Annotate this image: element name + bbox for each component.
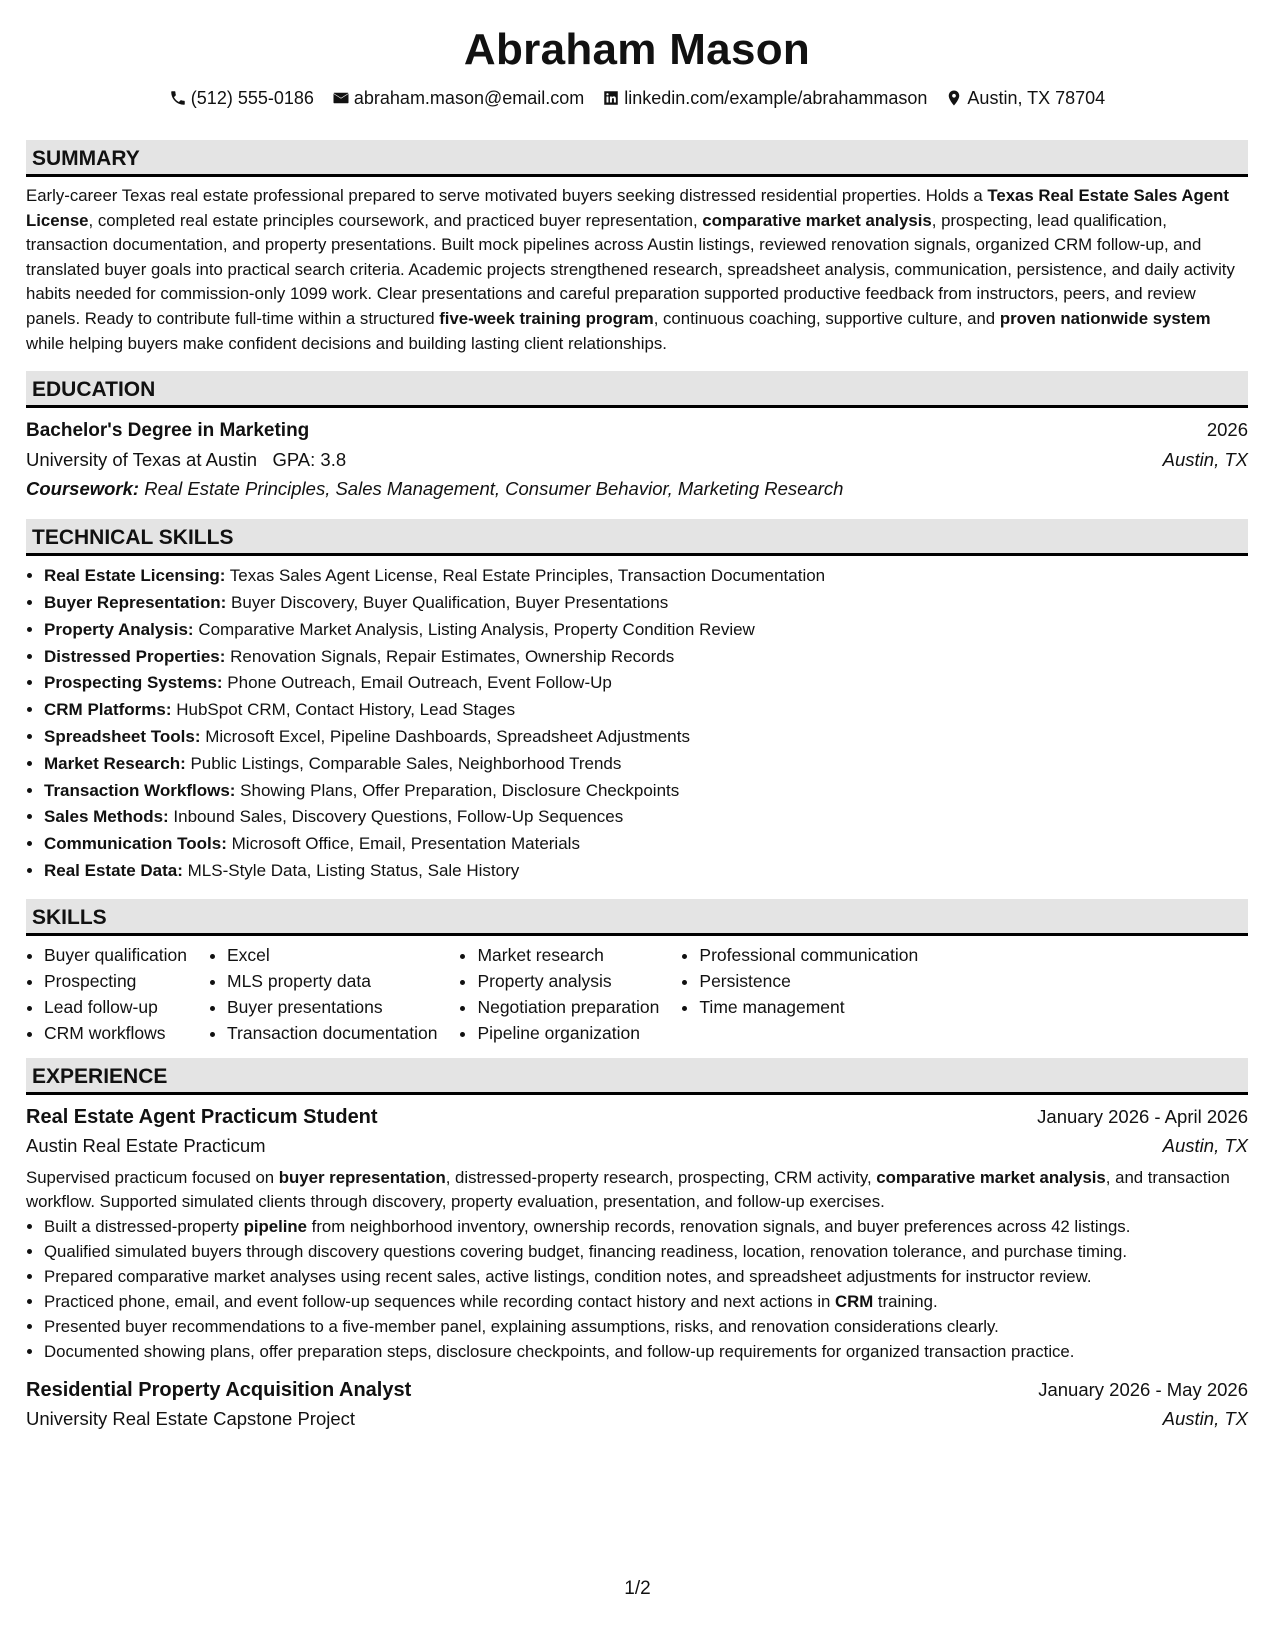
skill-values: Microsoft Office, Email, Presentation Materials [226,834,580,854]
phone-icon [169,89,187,107]
job-description-bold: comparative market analysis [876,1167,1106,1187]
coursework-label: Coursework: [26,478,140,500]
skill-values: Comparative Market Analysis, Listing Analysis, Property Condition Review [193,619,755,639]
skill-category: Prospecting Systems: [44,673,223,693]
job-location: Austin, TX [1162,1134,1248,1156]
technical-skills-list [26,563,1248,885]
skill-values: Texas Sales Agent License, Real Estate Principles, Transaction Documentation [225,566,826,586]
job-bullet [44,1315,1248,1339]
technical-skill-item [44,724,1248,751]
skill-category: Buyer Representation: [44,592,227,612]
bullet-text: Prepared comparative market analyses using recent sales, active listings, condition notes, and spreadsheet adjustments for instructor review. [44,1266,1092,1286]
technical-skill-item [44,778,1248,805]
skill-item: • Transaction documentation [227,1020,437,1046]
job-bullet [44,1340,1248,1364]
skills-grid [26,942,1248,1046]
summary-text: , continuous coaching, supportive culture, and [653,308,1000,328]
skill-item: • Property analysis [477,968,659,994]
school-line [26,445,346,474]
job-description-text: Supervised practicum focused on [26,1167,279,1187]
location-text: Austin, TX 78704 [967,88,1106,108]
skill-category: Distressed Properties: [44,646,226,666]
technical-skill-item [44,670,1248,697]
skill-category: Sales Methods: [44,807,169,827]
skill-values: Showing Plans, Offer Preparation, Disclosure Checkpoints [235,780,680,800]
summary-bold: Texas Real Estate Sales Agent License [26,186,1229,230]
technical-skill-item [44,563,1248,590]
graduation-year: 2026 [1206,419,1248,441]
skills-heading: SKILLS [26,899,1248,936]
job-title: Real Estate Agent Practicum Student [26,1105,378,1128]
experience-entry [26,1103,1248,1364]
technical-skill-item [44,697,1248,724]
contact-line [26,86,1248,110]
skill-category: Property Analysis: [44,619,194,639]
skill-item: • Negotiation preparation [477,994,659,1020]
email-text[interactable]: abraham.mason@email.com [353,88,585,108]
summary-text: , completed real estate principles coursework, and practiced buyer representation, [88,210,703,230]
page-number: 1/2 [624,1578,651,1599]
summary-text [26,184,1248,356]
skill-category: Communication Tools: [44,834,227,854]
contact-location [945,86,1105,110]
degree: Bachelor's Degree in Marketing [26,420,310,442]
skill-item: • Persistence [699,968,918,994]
skill-category: Market Research: [44,753,186,773]
job-description-text: , and transaction workflow. Supported simulated clients through discovery, property evaluation, presentation, and follow-up exercises. [26,1167,1230,1211]
bullet-bold: CRM [835,1291,874,1311]
skill-item: • Buyer qualification [44,942,187,968]
summary-bold: five-week training program [439,308,654,328]
bullet-text: Practiced phone, email, and event follow-up sequences while recording contact history and next actions in [44,1291,836,1311]
education-heading: EDUCATION [26,371,1248,408]
skill-category: Spreadsheet Tools: [44,726,201,746]
school-name: University of Texas at Austin [26,449,258,471]
bullet-text: Qualified simulated buyers through discovery questions covering budget, financing readiness, location, renovation tolerance, and purchase timing. [44,1241,1128,1261]
job-description [26,1166,1248,1214]
skill-item: • Excel [227,942,437,968]
job-bullets [26,1215,1248,1364]
skills-column [26,942,187,1046]
experience-entry [26,1376,1248,1433]
skill-values: HubSpot CRM, Contact History, Lead Stages [171,700,516,720]
candidate-name: Abraham Mason [463,25,811,74]
summary-text: while helping buyers make confident decisions and building lasting client relationships. [26,333,667,353]
school-location: Austin, TX [1162,449,1248,471]
skill-item: • Buyer presentations [227,994,437,1020]
job-org: University Real Estate Capstone Project [26,1407,356,1429]
technical-skills-heading: TECHNICAL SKILLS [26,519,1248,556]
summary-text: Early-career Texas real estate professional prepared to serve motivated buyers seeking distressed residential properties. Holds a [26,186,988,205]
job-bullet [44,1215,1248,1239]
coursework-line [26,474,1248,503]
job-bullet [44,1265,1248,1289]
technical-skill-item [44,858,1248,885]
skill-values: Microsoft Excel, Pipeline Dashboards, Spreadsheet Adjustments [200,726,690,746]
coursework-list: Real Estate Principles, Sales Management, Consumer Behavior, Marketing Research [144,478,844,500]
gpa: GPA: 3.8 [272,449,347,471]
summary-bold: proven nationwide system [999,308,1211,328]
skills-column [681,942,918,1046]
summary-heading: SUMMARY [26,140,1248,177]
skill-item: • Pipeline organization [477,1020,659,1046]
skill-values: MLS-Style Data, Listing Status, Sale History [182,860,520,880]
skill-item: • Lead follow-up [44,994,187,1020]
job-dates: January 2026 - April 2026 [1037,1105,1248,1127]
job-org: Austin Real Estate Practicum [26,1134,266,1156]
skill-item: • CRM workflows [44,1020,187,1046]
skills-column [459,942,659,1046]
skill-category: CRM Platforms: [44,700,172,720]
experience-heading: EXPERIENCE [26,1058,1248,1095]
linkedin-text[interactable]: linkedin.com/example/abrahammason [624,88,928,108]
bullet-bold: pipeline [243,1216,308,1236]
skill-item: • Prospecting [44,968,187,994]
education-entry [26,416,1248,503]
job-bullet [44,1290,1248,1314]
contact-linkedin[interactable] [602,86,927,110]
skill-values: Inbound Sales, Discovery Questions, Follow-Up Sequences [168,807,624,827]
skill-item: • MLS property data [227,968,437,994]
job-dates: January 2026 - May 2026 [1038,1378,1248,1400]
technical-skill-item [44,804,1248,831]
summary-text: , prospecting, lead qualification, transaction documentation, and property presentations. Built mock pipelines across Austin listings, reviewed renovation signals, organized CRM follow-up, and translated buyer goals into practical search criteria. Academic projects strengthened research, spreadsheet analysis, communication, persistence, and daily activity habits needed for commission-only 1099 work. Clear presentations and careful preparation supported productive feedback from instructors, peers, and review panels. Ready to contribute full-time within a structured [26,210,1235,328]
bullet-text: Built a distressed-property [44,1216,244,1236]
skill-values: Public Listings, Comparable Sales, Neighborhood Trends [185,753,622,773]
phone-text: (512) 555-0186 [190,88,314,108]
skill-values: Phone Outreach, Email Outreach, Event Follow-Up [222,673,612,693]
bullet-text: Documented showing plans, offer preparation steps, disclosure checkpoints, and follow-up requirements for organized transaction practice. [44,1341,1075,1361]
skill-item: • Market research [477,942,659,968]
job-title: Residential Property Acquisition Analyst [26,1378,412,1401]
skill-category: Real Estate Licensing: [44,566,226,586]
envelope-icon [332,89,350,107]
skill-values: Renovation Signals, Repair Estimates, Ownership Records [225,646,675,666]
job-description-bold: buyer representation [278,1167,446,1187]
technical-skill-item [44,590,1248,617]
technical-skill-item [44,751,1248,778]
skill-item: • Time management [699,994,918,1020]
map-pin-icon [945,89,963,107]
contact-email[interactable] [332,86,584,110]
skill-category: Transaction Workflows: [44,780,236,800]
skill-category: Real Estate Data: [44,860,183,880]
resume-page [26,0,1248,1433]
bullet-text: from neighborhood inventory, ownership records, renovation signals, and buyer preferences across 42 listings. [307,1216,1131,1236]
job-bullet [44,1240,1248,1264]
bullet-text: Presented buyer recommendations to a five-member panel, explaining assumptions, risks, and renovation considerations clearly. [44,1316,999,1336]
linkedin-icon [602,89,620,107]
technical-skill-item [44,644,1248,671]
bullet-text: training. [873,1291,938,1311]
technical-skill-item [44,831,1248,858]
skill-item: • Professional communication [699,942,918,968]
summary-bold: comparative market analysis [702,210,932,230]
skill-values: Buyer Discovery, Buyer Qualification, Buyer Presentations [226,592,669,612]
job-description-text: , distressed-property research, prospecting, CRM activity, [445,1167,877,1187]
technical-skill-item [44,617,1248,644]
job-location: Austin, TX [1162,1407,1248,1429]
skills-column [209,942,437,1046]
contact-phone [169,86,314,110]
